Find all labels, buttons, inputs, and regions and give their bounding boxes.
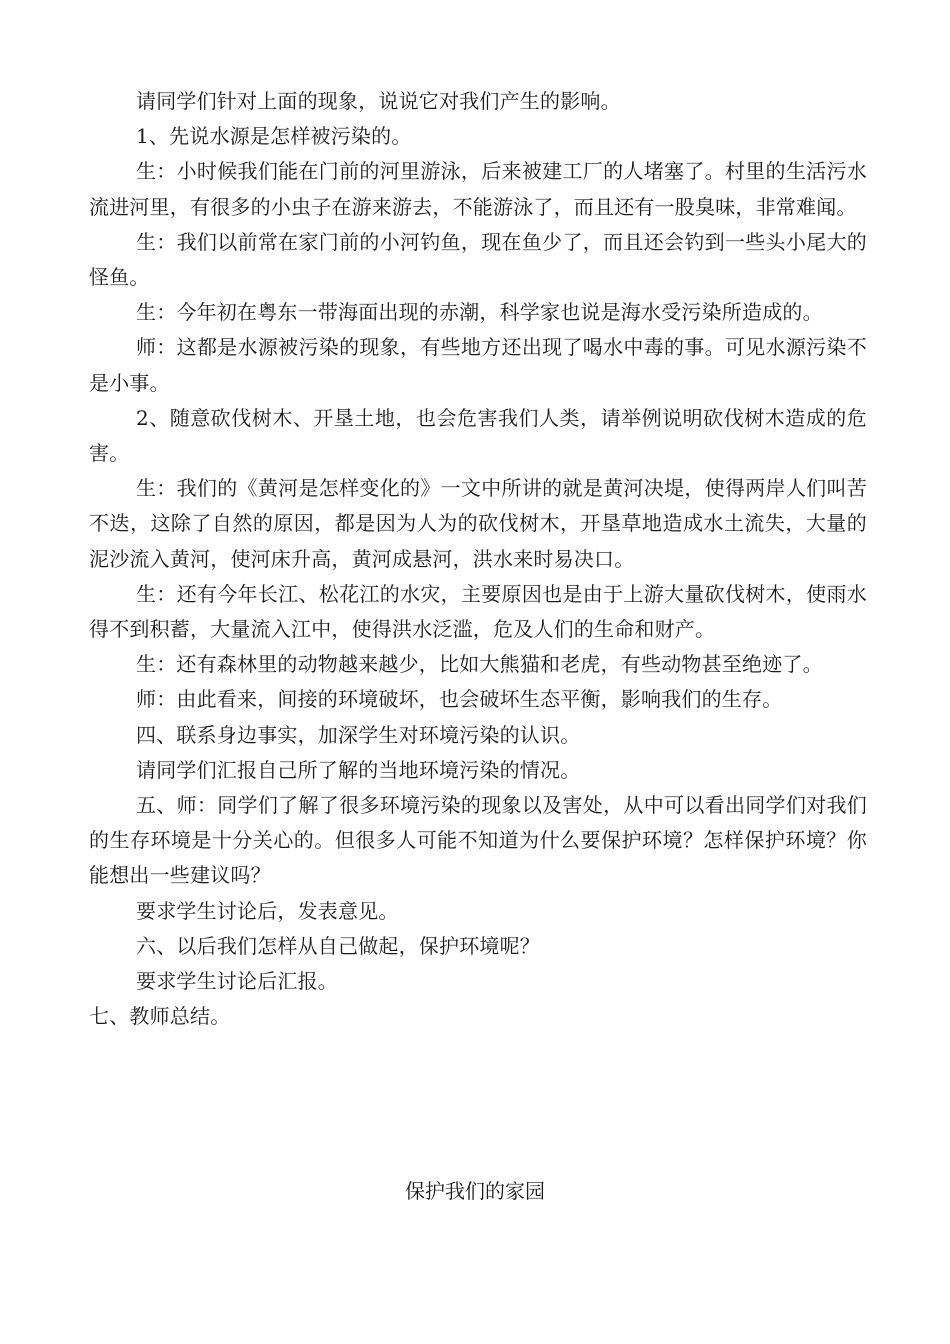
paragraph: 2、随意砍伐树木、开垦土地，也会危害我们人类，请举例说明砍伐树木造成的危害。 (89, 405, 867, 466)
paragraph: 生：我们以前常在家门前的小河钓鱼，现在鱼少了，而且还会钓到一些头小尾大的怪鱼。 (89, 229, 867, 290)
paragraph: 要求学生讨论后，发表意见。 (136, 898, 399, 923)
document-title: 保护我们的家园 (405, 1179, 545, 1203)
paragraph: 请同学们汇报自己所了解的当地环境污染的情况。 (136, 757, 581, 782)
paragraph: 生：还有今年长江、松花江的水灾，主要原因也是由于上游大量砍伐树木，使雨水得不到积蓄，大量流入江中，使得洪水泛滥，危及人们的生命和财产。 (89, 581, 867, 642)
paragraph: 1、先说水源是怎样被污染的。 (136, 124, 412, 149)
section-heading: 四、联系身边事实，加深学生对环境污染的认识。 (136, 722, 581, 747)
section-heading: 六、以后我们怎样从自己做起，保护环境呢？ (136, 933, 540, 958)
paragraph: 请同学们针对上面的现象，说说它对我们产生的影响。 (136, 89, 621, 113)
paragraph: 师：这都是水源被污染的现象，有些地方还出现了喝水中毒的事。可见水源污染不是小事。 (89, 335, 867, 395)
section-heading: 五、师：同学们了解了很多环境污染的现象以及害处，从中可以看出同学们对我们的生存环境是十分关心的。但很多人可能不知道为什么要保护环境？怎样保护环境？你能想出一些建议吗？ (89, 793, 867, 888)
paragraph: 师：由此看来，间接的环境破坏，也会破坏生态平衡，影响我们的生存。 (136, 687, 783, 712)
document-body (89, 84, 867, 1034)
paragraph: 生：我们的《黄河是怎样变化的》一文中所讲的就是黄河决堤，使得两岸人们叫苦不迭，这除了自然的原因，都是因为人为的砍伐树木，开垦草地造成水土流失，大量的泥沙流入黄河，使河床升高，黄河成悬河，洪水来时易决口。 (89, 476, 867, 571)
paragraph: 生：今年初在粤东一带海面出现的赤潮，科学家也说是海水受污染所造成的。 (136, 300, 823, 325)
paragraph: 生：小时候我们能在门前的河里游泳，后来被建工厂的人堵塞了。村里的生活污水流进河里，有很多的小虫子在游来游去，不能游泳了，而且还有一股臭味，非常难闻。 (89, 159, 867, 219)
paragraph: 要求学生讨论后汇报。 (136, 969, 338, 994)
section-heading: 七、教师总结。 (89, 1004, 231, 1029)
paragraph: 生：还有森林里的动物越来越少，比如大熊猫和老虎，有些动物甚至绝迹了。 (136, 652, 823, 677)
